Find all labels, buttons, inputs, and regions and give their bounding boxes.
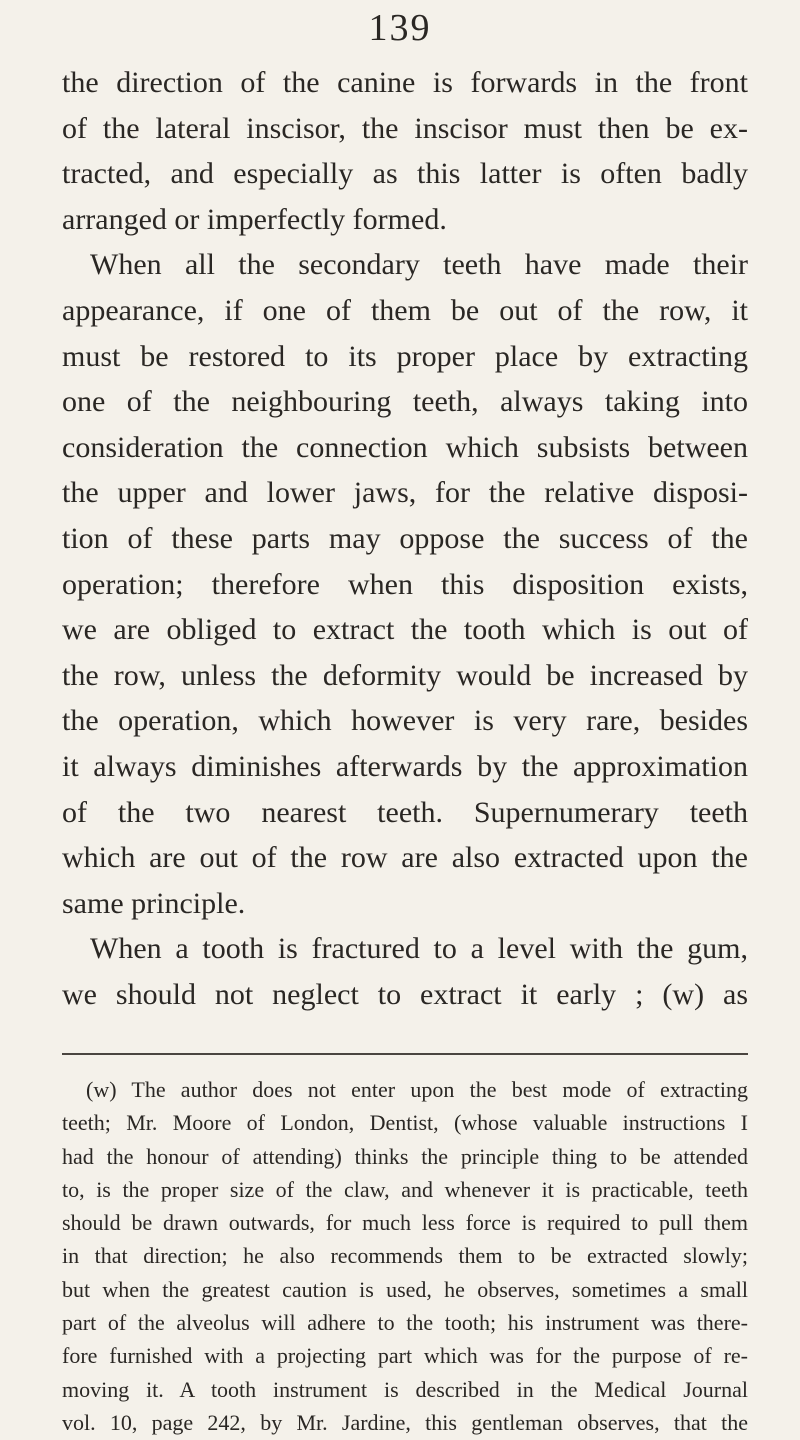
text-line: operation; therefore when this disposition exists,: [62, 567, 748, 601]
footnote-line: teeth; Mr. Moore of London, Dentist, (whose valuable instructions I: [62, 1110, 748, 1136]
footnote-line: but when the greatest caution is used, he observes, sometimes a small: [62, 1276, 748, 1302]
footnote-divider: [62, 1053, 748, 1055]
footnote-line: should be drawn outwards, for much less force is required to pull them: [62, 1210, 748, 1236]
footnote-line: had the honour of attending) thinks the principle thing to be attended: [62, 1143, 748, 1169]
footnote-line: part of the alveolus will adhere to the tooth; his instrument was there-: [62, 1310, 748, 1336]
text-line: tion of these parts may oppose the success of the: [62, 521, 748, 555]
text-line: one of the neighbouring teeth, always taking into: [62, 385, 748, 419]
text-line: the upper and lower jaws, for the relative disposi-: [62, 476, 748, 510]
footnote: [62, 1073, 748, 1439]
footnote-line: moving it. A tooth instrument is described in the Medical Journal: [62, 1376, 748, 1402]
footnote-line: (w) The author does not enter upon the best mode of extracting: [86, 1077, 748, 1102]
footnote-line: vol. 10, page 242, by Mr. Jardine, this gentleman observes, that the: [62, 1409, 748, 1435]
footnote-line: in that direction; he also recommends them to be extracted slowly;: [62, 1243, 748, 1269]
text-line: it always diminishes afterwards by the approximation: [62, 749, 748, 783]
text-line: the row, unless the deformity would be increased by: [62, 658, 748, 692]
text-line: of the two nearest teeth. Supernumerary teeth: [62, 795, 748, 829]
text-line: of the lateral inscisor, the inscisor must then be ex-: [62, 111, 748, 145]
text-line: consideration the connection which subsists between: [62, 430, 748, 464]
footnote-line: to, is the proper size of the claw, and whenever it is practicable, teeth: [62, 1176, 748, 1202]
text-line: When all the secondary teeth have made their: [90, 248, 748, 282]
text-line: tracted, and especially as this latter is often badly: [62, 157, 748, 191]
text-line: must be restored to its proper place by extracting: [62, 339, 748, 373]
page-number: 139: [368, 7, 432, 49]
text-line: the operation, which however is very rare, besides: [62, 704, 748, 738]
footnote-line: fore furnished with a projecting part which was for the purpose of re-: [62, 1343, 748, 1369]
text-line: we are obliged to extract the tooth which is out of: [62, 613, 748, 647]
text-line: the direction of the canine is forwards in the front: [62, 66, 748, 99]
text-line: same principle.: [62, 886, 246, 920]
text-line: appearance, if one of them be out of the row, it: [62, 293, 748, 327]
text-line: arranged or imperfectly formed.: [62, 202, 447, 236]
text-line: which are out of the row are also extracted upon the: [62, 841, 748, 875]
main-text: [62, 60, 748, 1017]
text-line: we should not neglect to extract it early ; (w) as: [62, 977, 748, 1011]
text-line: When a tooth is fractured to a level with the gum,: [90, 932, 748, 966]
